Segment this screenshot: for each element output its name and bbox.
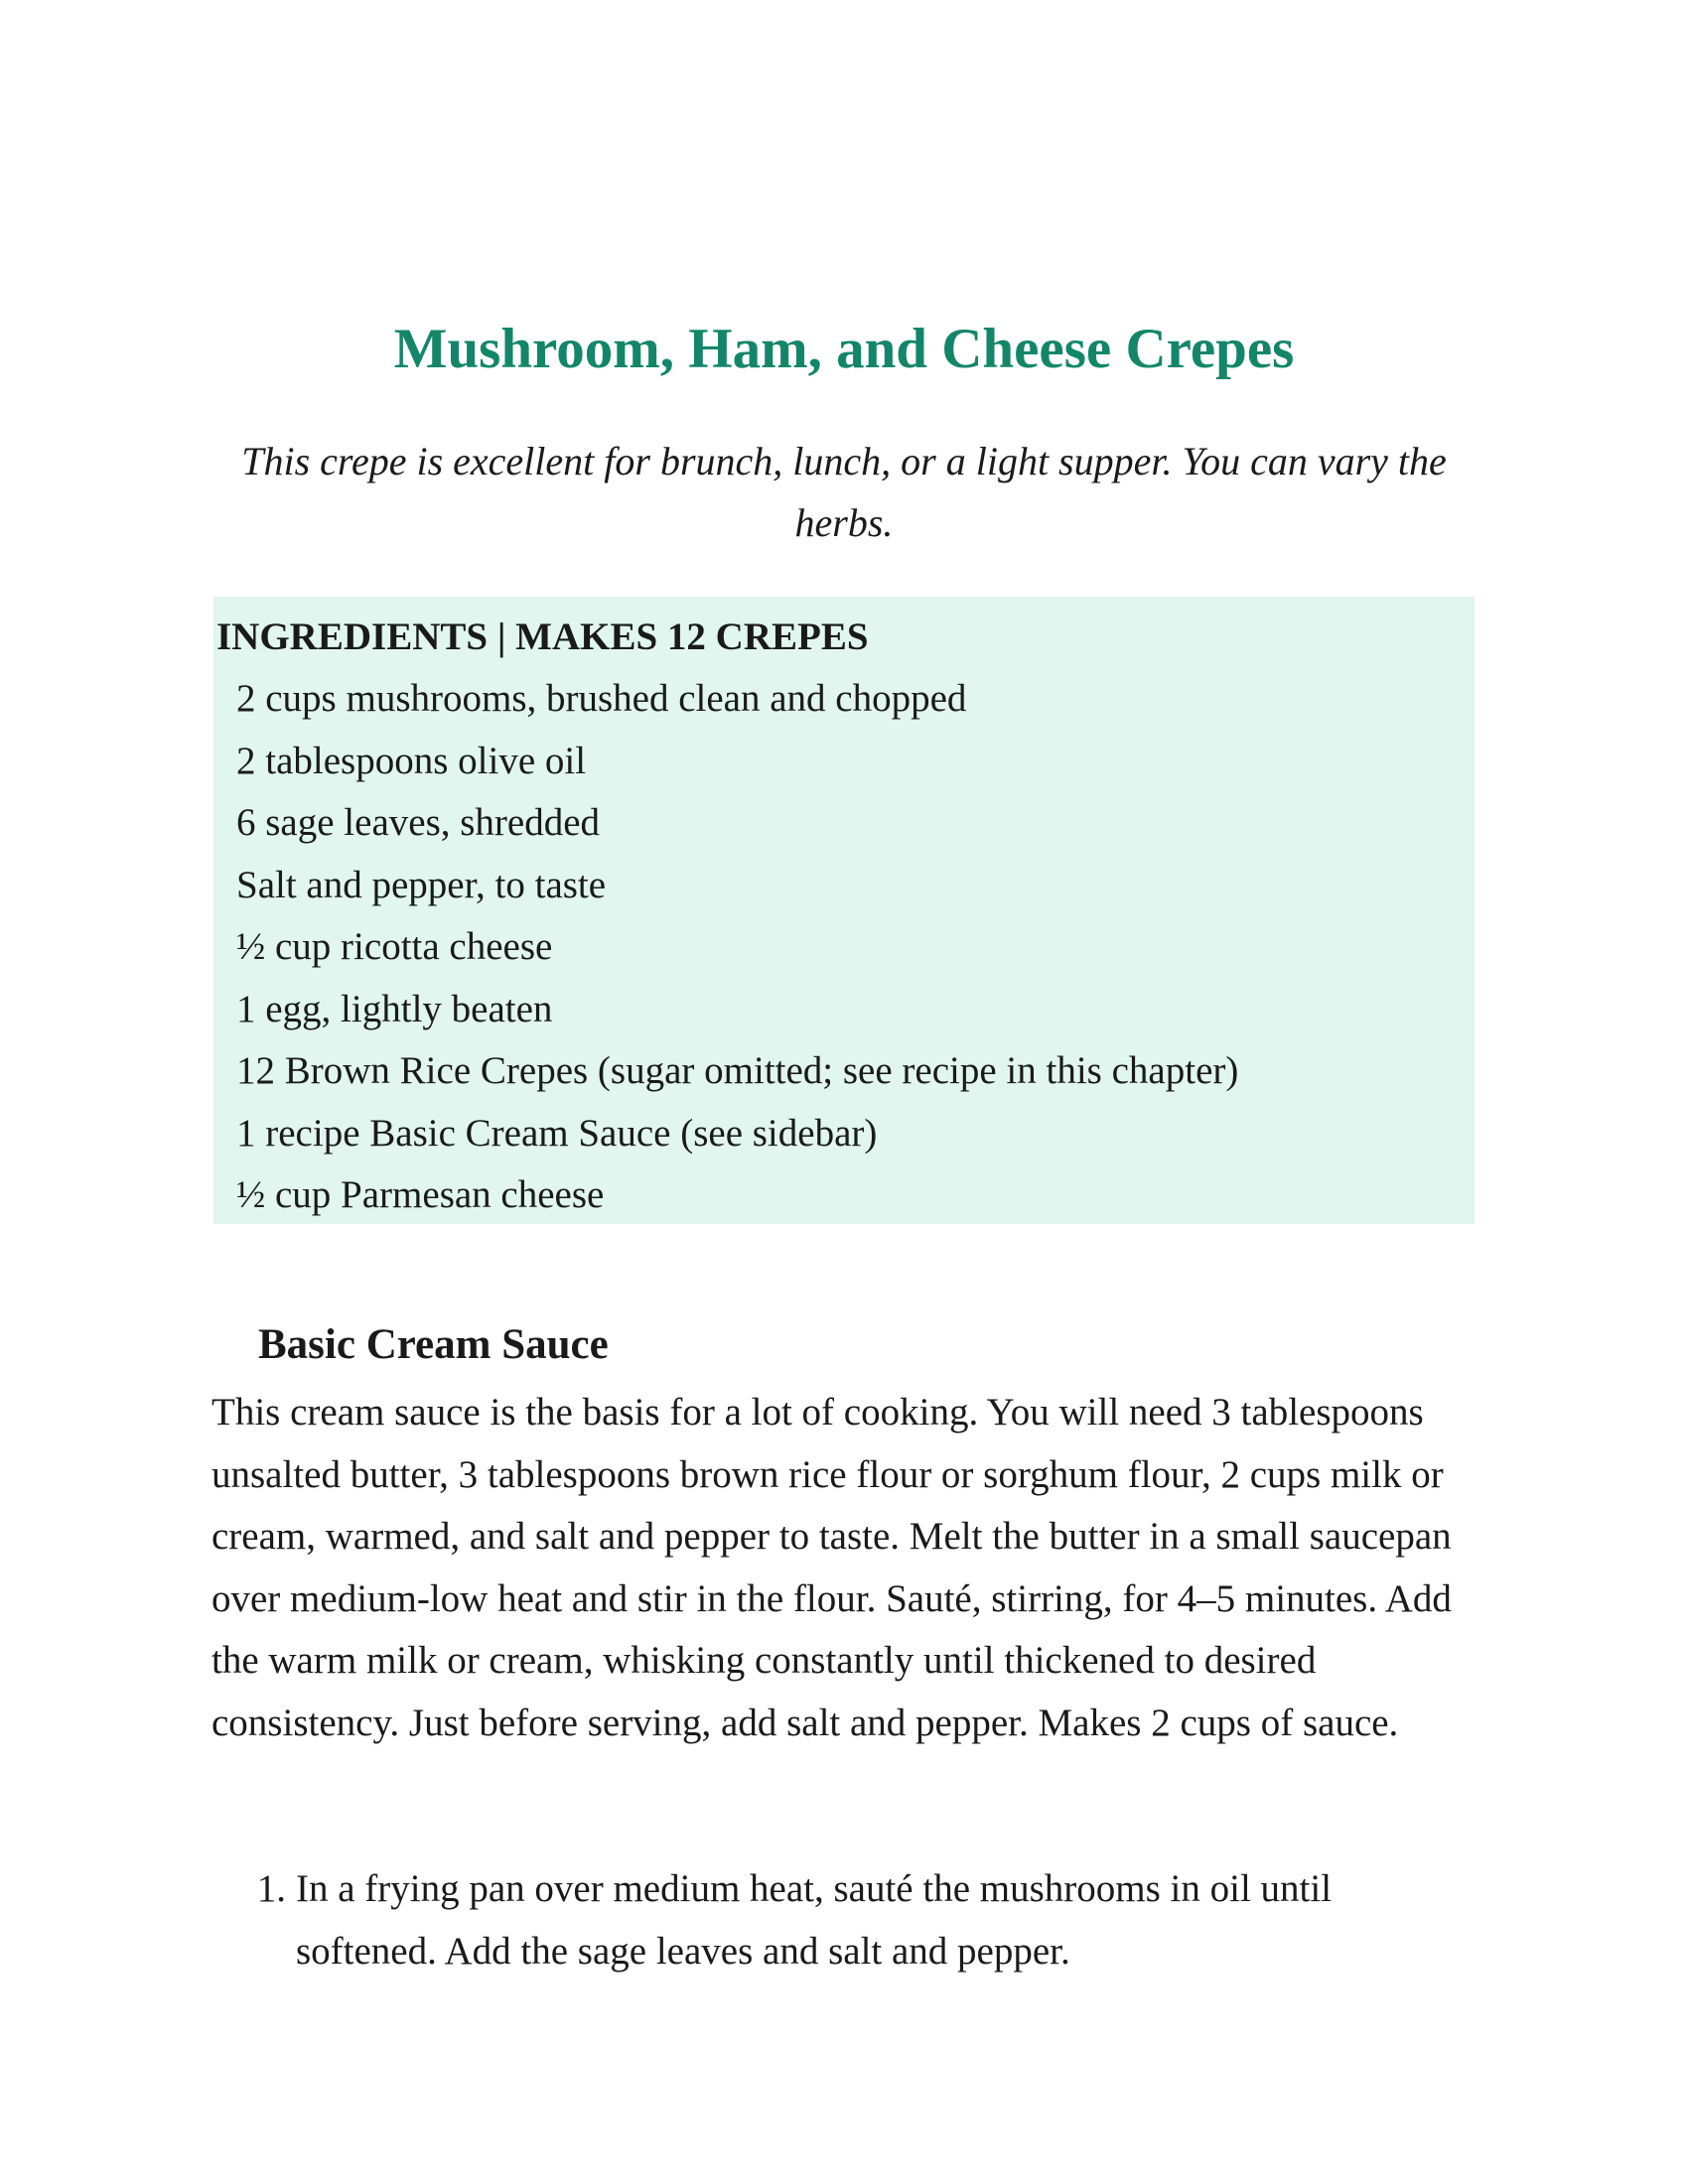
ingredient-item: Salt and pepper, to taste — [236, 863, 607, 906]
ingredient-item: 1 egg, lightly beaten — [236, 987, 553, 1030]
ingredient-item: 2 tablespoons olive oil — [236, 739, 587, 782]
sidebar-body: This cream sauce is the basis for a lot of cooking. You will need 3 tablespoons unsalted butter, 3 tablespoons brown rice flour or sorghum flour, 2 cups milk or cream, warmed, and salt and pepper to taste. Melt the butter in a small saucepan over medium-low heat and stir in the flour. Sauté, stirring, for 4–5 minutes. Add the warm milk or cream, whisking constantly until thickened to desired consistency. Just before serving, add salt and pepper. Makes 2 cups of sauce. — [211, 1391, 1452, 1744]
recipe-intro: This crepe is excellent for brunch, lunch, or a light supper. You can vary the herbs. — [241, 439, 1447, 545]
ingredients-list — [213, 668, 1475, 1227]
step-number: 1. — [256, 1867, 286, 1910]
ingredient-item: 2 cups mushrooms, brushed clean and chopped — [236, 677, 967, 720]
ingredients-box — [213, 597, 1475, 1224]
ingredient-item: 6 sage leaves, shredded — [236, 801, 601, 844]
ingredients-heading: INGREDIENTS | MAKES 12 CREPES — [216, 615, 869, 658]
ingredient-item: 12 Brown Rice Crepes (sugar omitted; see recipe in this chapter) — [236, 1049, 1239, 1092]
ingredient-item: ½ cup ricotta cheese — [236, 925, 553, 968]
ingredient-item: 1 recipe Basic Cream Sauce (see sidebar) — [236, 1111, 878, 1155]
step-item — [211, 1858, 1492, 1982]
step-text: In a frying pan over medium heat, sauté the mushrooms in oil until softened. Add the sage leaves and salt and pepper. — [296, 1867, 1333, 1973]
ingredient-item: ½ cup Parmesan cheese — [236, 1173, 605, 1216]
recipe-title: Mushroom, Ham, and Cheese Crepes — [393, 318, 1295, 380]
steps-list — [211, 1858, 1492, 1982]
sidebar-title: Basic Cream Sauce — [258, 1321, 609, 1368]
